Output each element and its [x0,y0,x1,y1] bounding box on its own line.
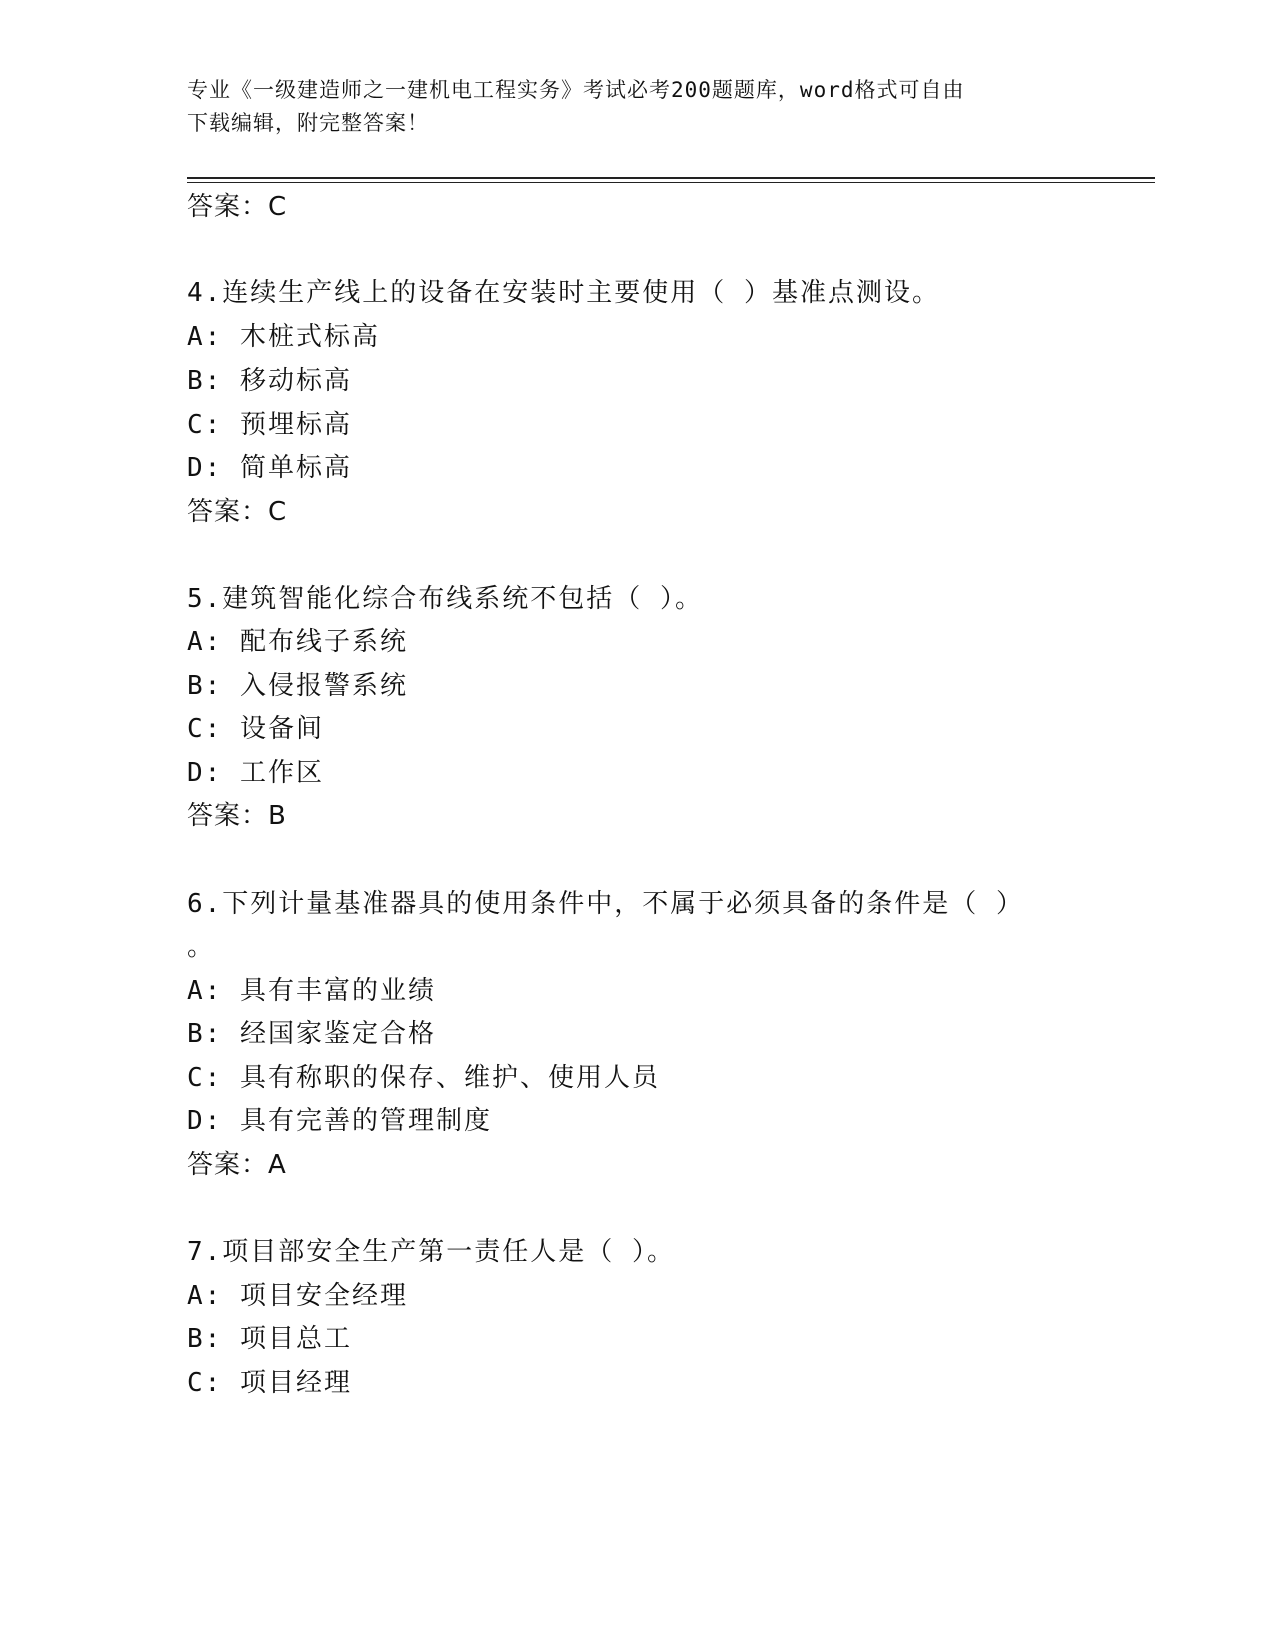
header-divider [187,177,1155,183]
option-a: A: 项目安全经理 [187,1281,408,1311]
option-a: A: 木桩式标高 [187,322,380,352]
option-c: C: 预埋标高 [187,410,352,440]
option-c: C: 具有称职的保存、维护、使用人员 [187,1063,660,1093]
answer-line: 答案：C [187,192,288,222]
answer-line: 答案：A [187,1150,287,1180]
answer-line: 答案：B [187,801,287,831]
question-stem-continuation: 。 [187,932,216,962]
question-stem: 4.连续生产线上的设备在安装时主要使用（ ）基准点测设。 [187,278,940,308]
document-header [187,74,1087,140]
option-d: D: 工作区 [187,758,324,788]
question-stem: 6.下列计量基准器具的使用条件中，不属于必须具备的条件是（ ） [187,889,1024,919]
option-b: B: 入侵报警系统 [187,671,408,701]
option-c: C: 设备间 [187,714,324,744]
option-b: B: 经国家鉴定合格 [187,1019,436,1049]
option-d: D: 简单标高 [187,453,352,483]
option-b: B: 移动标高 [187,366,352,396]
answer-line: 答案：C [187,497,288,527]
header-line-1: 专业《一级建造师之一建机电工程实务》考试必考200题题库，word格式可自由 [187,78,965,102]
question-stem: 7.项目部安全生产第一责任人是（ ）。 [187,1237,675,1267]
header-line-2: 下载编辑，附完整答案！ [187,111,429,135]
option-a: A: 配布线子系统 [187,627,408,657]
option-b: B: 项目总工 [187,1324,352,1354]
question-stem: 5.建筑智能化综合布线系统不包括（ ）。 [187,584,703,614]
option-d: D: 具有完善的管理制度 [187,1106,492,1136]
option-c: C: 项目经理 [187,1368,352,1398]
option-a: A: 具有丰富的业绩 [187,976,436,1006]
